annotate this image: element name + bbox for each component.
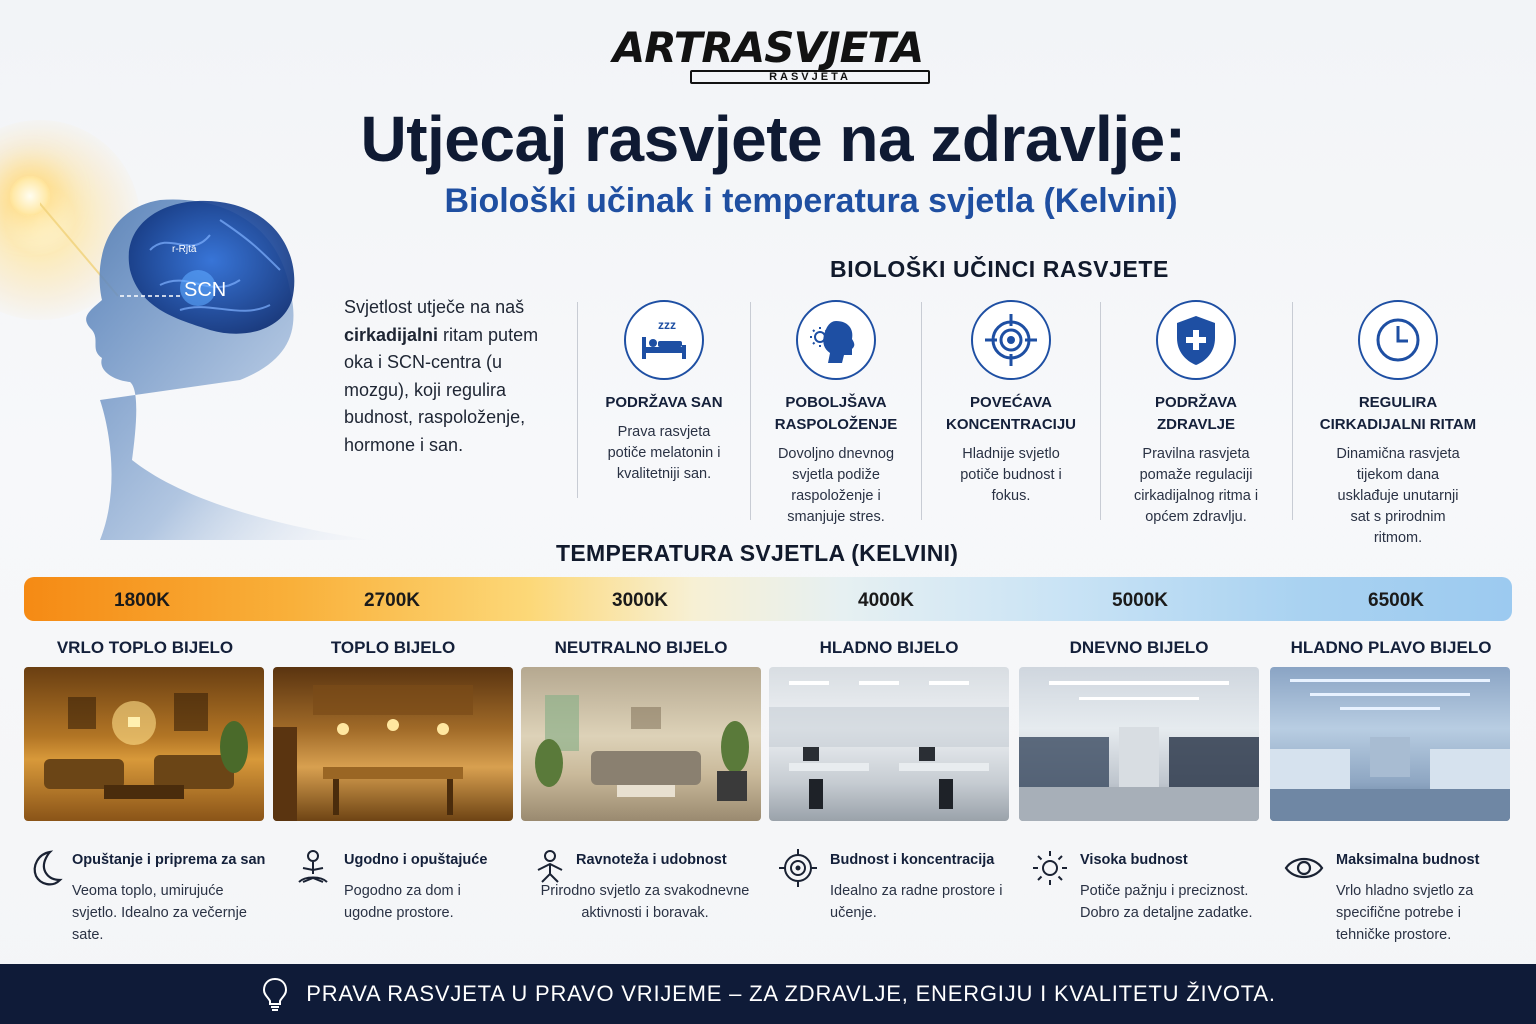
bio-heading: BIOLOŠKI UČINCI RASVJETE — [830, 256, 1169, 282]
sleep-bed-icon — [624, 300, 704, 380]
kelvin-label: 1800K — [114, 590, 170, 611]
feature-title: Visoka budnost — [1080, 852, 1188, 868]
feature-title: Opuštanje i priprema za san — [72, 852, 266, 868]
kelvin-label: 5000K — [1112, 590, 1168, 611]
divider — [577, 302, 578, 498]
kelvin-gradient-bar — [24, 577, 1512, 621]
logo-subtext: RASVJETA — [769, 71, 851, 83]
category-label: DNEVNO BIJELO — [1069, 638, 1209, 657]
divider — [1100, 302, 1101, 520]
sun-icon — [1030, 848, 1070, 888]
bio-item-mood — [758, 300, 914, 528]
feature-title: Ugodno i opuštajuće — [344, 852, 488, 868]
feature-desc: Idealno za radne prostore i učenje. — [830, 883, 1003, 921]
svg-text:zzz: zzz — [658, 318, 676, 332]
intro-part1: Svjetlost utječe na naš — [344, 297, 525, 317]
divider — [1292, 302, 1293, 520]
intro-part2: ritam putem oka i SCN-centra (u mozgu), koji regulira budnost, raspoloženje, hormone i san. — [344, 324, 539, 455]
bio-item-sleep — [584, 300, 744, 485]
scene-living-room-neutral — [521, 667, 761, 821]
bio-item-desc: Dinamična rasvjeta tijekom dana usklađuje unutarnji sat s prirodnim ritmom. — [1336, 446, 1460, 546]
feature-desc: Pogodno za dom i ugodne prostore. — [344, 883, 461, 921]
footer-text: PRAVA RASVJETA U PRAVO VRIJEME – ZA ZDRAVLJE, ENERGIJU I KVALITETU ŽIVOTA. — [306, 981, 1276, 1006]
kelvin-label: 4000K — [858, 590, 914, 611]
divider — [921, 302, 922, 520]
scene-kitchen-warm — [273, 667, 513, 821]
shield-plus-icon — [1156, 300, 1236, 380]
feature-desc: Potiče pažnju i preciznost. Dobro za detaljne zadatke. — [1080, 883, 1253, 921]
category-label: NEUTRALNO BIJELO — [554, 638, 728, 657]
category-label: TOPLO BIJELO — [330, 638, 456, 657]
feature-desc: Veoma toplo, umirujuće svjetlo. Idealno za večernje sate. — [72, 883, 247, 943]
bio-item-title: REGULIRA CIRKADIJALNI RITAM — [1319, 394, 1477, 433]
feature-title: Maksimalna budnost — [1336, 852, 1480, 868]
scene-office-cool — [769, 667, 1009, 821]
category-label: HLADNO BIJELO — [819, 638, 959, 657]
lightbulb-icon — [260, 976, 290, 1012]
temperature-heading: TEMPERATURA SVJETLA (KELVINI) — [556, 540, 959, 566]
bio-item-circadian — [1308, 300, 1488, 549]
scene-living-room-warm — [24, 667, 264, 821]
feature-desc: Vrlo hladno svjetlo za specifične potrebe i tehničke prostore. — [1336, 883, 1474, 943]
feature-title: Ravnoteža i udobnost — [576, 852, 727, 868]
brain-tag: r-Rjtā — [172, 244, 197, 255]
feature-title: Budnost i koncentracija — [830, 852, 995, 868]
target-icon — [778, 848, 818, 888]
bio-item-desc: Pravilna rasvjeta pomaže regulaciji cirkadijalnog ritma i općem zdravlju. — [1133, 446, 1259, 525]
feature-desc: Prirodno svjetlo za svakodnevne aktivnosti i boravak. — [540, 883, 750, 921]
bio-item-health — [1118, 300, 1274, 528]
scene-lab-cool-blue — [1270, 667, 1510, 821]
logo-wordmark: ARTRASVJETA — [612, 23, 924, 72]
bio-item-title: POBOLJŠAVA RASPOLOŽENJE — [774, 394, 898, 433]
bio-item-title: PODRŽAVA ZDRAVLJE — [1155, 394, 1237, 433]
scn-label: SCN — [184, 279, 227, 301]
target-icon — [971, 300, 1051, 380]
kelvin-label: 2700K — [364, 590, 420, 611]
eye-icon — [1284, 848, 1324, 888]
head-sun-icon — [796, 300, 876, 380]
bio-item-title: PODRŽAVA SAN — [605, 394, 723, 411]
meditation-icon — [293, 848, 333, 888]
head-brain-illustration — [40, 190, 370, 540]
intro-bold: cirkadijalni — [344, 324, 439, 345]
scene-store-daylight — [1019, 667, 1259, 821]
moon-icon — [26, 848, 66, 888]
divider — [750, 302, 751, 520]
bio-item-concentration — [930, 300, 1092, 507]
category-label: VRLO TOPLO BIJELO — [56, 638, 234, 657]
page-title: Utjecaj rasvjete na zdravlje: — [360, 103, 1186, 175]
category-label: HLADNO PLAVO BIJELO — [1290, 638, 1492, 657]
bio-item-desc: Dovoljno dnevnog svjetla podiže raspoloženje i smanjuje stres. — [777, 446, 895, 525]
bio-item-desc: Hladnije svjetlo potiče budnost i fokus. — [960, 446, 1062, 504]
kelvin-label: 3000K — [612, 590, 668, 611]
logo — [580, 23, 956, 83]
logo-sub-frame — [690, 70, 930, 84]
intro-text — [344, 294, 564, 459]
clock-icon — [1358, 300, 1438, 380]
kelvin-label: 6500K — [1368, 590, 1424, 611]
page-subtitle: Biološki učinak i temperatura svjetla (Kelvini) — [444, 182, 1178, 220]
bio-item-desc: Prava rasvjeta potiče melatonin i kvalitetniji san. — [607, 424, 721, 482]
bio-item-title: POVEĆAVA KONCENTRACIJU — [945, 394, 1076, 433]
footer-banner — [0, 964, 1536, 1024]
